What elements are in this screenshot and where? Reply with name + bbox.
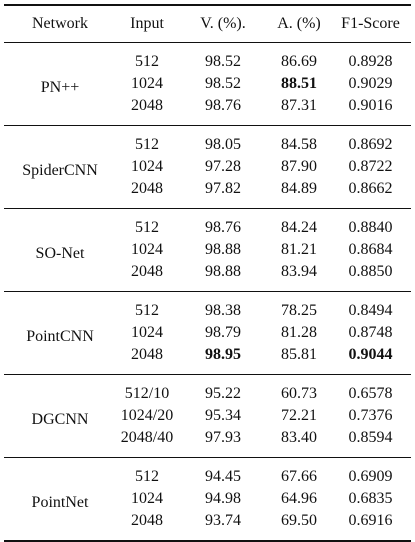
cell-f1: 0.6578 <box>348 385 393 402</box>
cell-input: 512 <box>135 136 159 153</box>
cell-input: 1024 <box>131 490 163 507</box>
cell-f1: 0.6916 <box>348 512 393 529</box>
network-name: SO-Net <box>35 245 85 262</box>
cell-f1: 0.8748 <box>348 324 393 341</box>
cell-v: 97.82 <box>205 180 241 197</box>
cell-a: 60.73 <box>281 385 317 402</box>
table-row <box>4 458 411 489</box>
cell-a: 87.31 <box>281 97 317 114</box>
cell-v: 94.98 <box>205 490 241 507</box>
cell-a: 72.21 <box>281 407 317 424</box>
cell-f1: 0.6909 <box>348 468 393 485</box>
cell-a: 85.81 <box>281 346 317 363</box>
cell-v: 97.28 <box>205 158 241 175</box>
header-f1: F1-Score <box>341 15 400 32</box>
cell-a: 64.96 <box>281 490 317 507</box>
network-name: PointNet <box>31 494 89 511</box>
cell-f1: 0.8692 <box>348 136 393 153</box>
cell-v: 98.88 <box>205 263 241 280</box>
cell-input: 2048 <box>131 512 163 529</box>
cell-v: 98.79 <box>205 324 241 341</box>
cell-v: 98.52 <box>205 53 241 70</box>
table-row <box>4 126 411 157</box>
cell-input: 512 <box>135 53 159 70</box>
cell-v: 94.45 <box>205 468 241 485</box>
cell-input: 2048 <box>131 180 163 197</box>
cell-v: 95.22 <box>205 385 241 402</box>
cell-input: 512 <box>135 468 159 485</box>
cell-f1: 0.8594 <box>348 429 393 446</box>
cell-a: 69.50 <box>281 512 317 529</box>
cell-input: 2048 <box>131 263 163 280</box>
cell-f1: 0.9044 <box>348 346 393 363</box>
cell-a: 87.90 <box>281 158 317 175</box>
cell-a: 88.51 <box>281 75 317 92</box>
cell-v: 95.34 <box>205 407 241 424</box>
cell-input: 2048/40 <box>120 429 174 446</box>
table-row <box>4 209 411 240</box>
table-row <box>4 43 411 74</box>
cell-v: 98.76 <box>205 219 241 236</box>
network-name: DGCNN <box>31 411 89 428</box>
network-name: SpiderCNN <box>22 162 98 179</box>
cell-f1: 0.8850 <box>348 263 393 280</box>
cell-f1: 0.8928 <box>348 53 393 70</box>
table-body <box>4 43 411 542</box>
cell-f1: 0.8494 <box>348 302 393 319</box>
cell-f1: 0.9029 <box>348 75 393 92</box>
cell-input: 1024 <box>131 324 163 341</box>
cell-input: 1024 <box>131 75 163 92</box>
network-name: PointCNN <box>26 328 94 345</box>
cell-a: 67.66 <box>281 468 317 485</box>
cell-v: 93.74 <box>205 512 241 529</box>
cell-input: 2048 <box>131 346 163 363</box>
cell-f1: 0.8684 <box>348 241 393 258</box>
cell-a: 81.28 <box>281 324 317 341</box>
cell-v: 97.93 <box>205 429 241 446</box>
cell-a: 86.69 <box>281 53 317 70</box>
cell-input: 1024/20 <box>120 407 174 424</box>
header-network: Network <box>32 15 88 32</box>
cell-v: 98.88 <box>205 241 241 258</box>
cell-a: 83.40 <box>281 429 317 446</box>
table-row <box>4 292 411 323</box>
cell-f1: 0.7376 <box>348 407 393 424</box>
cell-f1: 0.9016 <box>348 97 393 114</box>
cell-a: 84.24 <box>281 219 317 236</box>
cell-v: 98.76 <box>205 97 241 114</box>
cell-input: 512 <box>135 219 159 236</box>
cell-input: 512/10 <box>124 385 170 402</box>
header-v: V. (%). <box>200 15 246 32</box>
header-a: A. (%) <box>277 15 321 32</box>
header-row <box>4 5 411 43</box>
cell-f1: 0.8840 <box>348 219 393 236</box>
cell-f1: 0.8662 <box>348 180 393 197</box>
cell-input: 1024 <box>131 241 163 258</box>
cell-f1: 0.6835 <box>348 490 393 507</box>
cell-input: 512 <box>135 302 159 319</box>
cell-input: 1024 <box>131 158 163 175</box>
header-input: Input <box>130 15 164 32</box>
cell-v: 98.38 <box>205 302 241 319</box>
network-name: PN++ <box>40 79 80 96</box>
cell-a: 84.58 <box>281 136 317 153</box>
cell-a: 84.89 <box>281 180 317 197</box>
cell-a: 81.21 <box>281 241 317 258</box>
cell-f1: 0.8722 <box>348 158 393 175</box>
results-table <box>4 4 411 542</box>
cell-v: 98.05 <box>205 136 241 153</box>
cell-v: 98.52 <box>205 75 241 92</box>
cell-a: 78.25 <box>281 302 317 319</box>
cell-v: 98.95 <box>205 346 241 363</box>
cell-input: 2048 <box>131 97 163 114</box>
table-row <box>4 375 411 406</box>
cell-a: 83.94 <box>281 263 317 280</box>
